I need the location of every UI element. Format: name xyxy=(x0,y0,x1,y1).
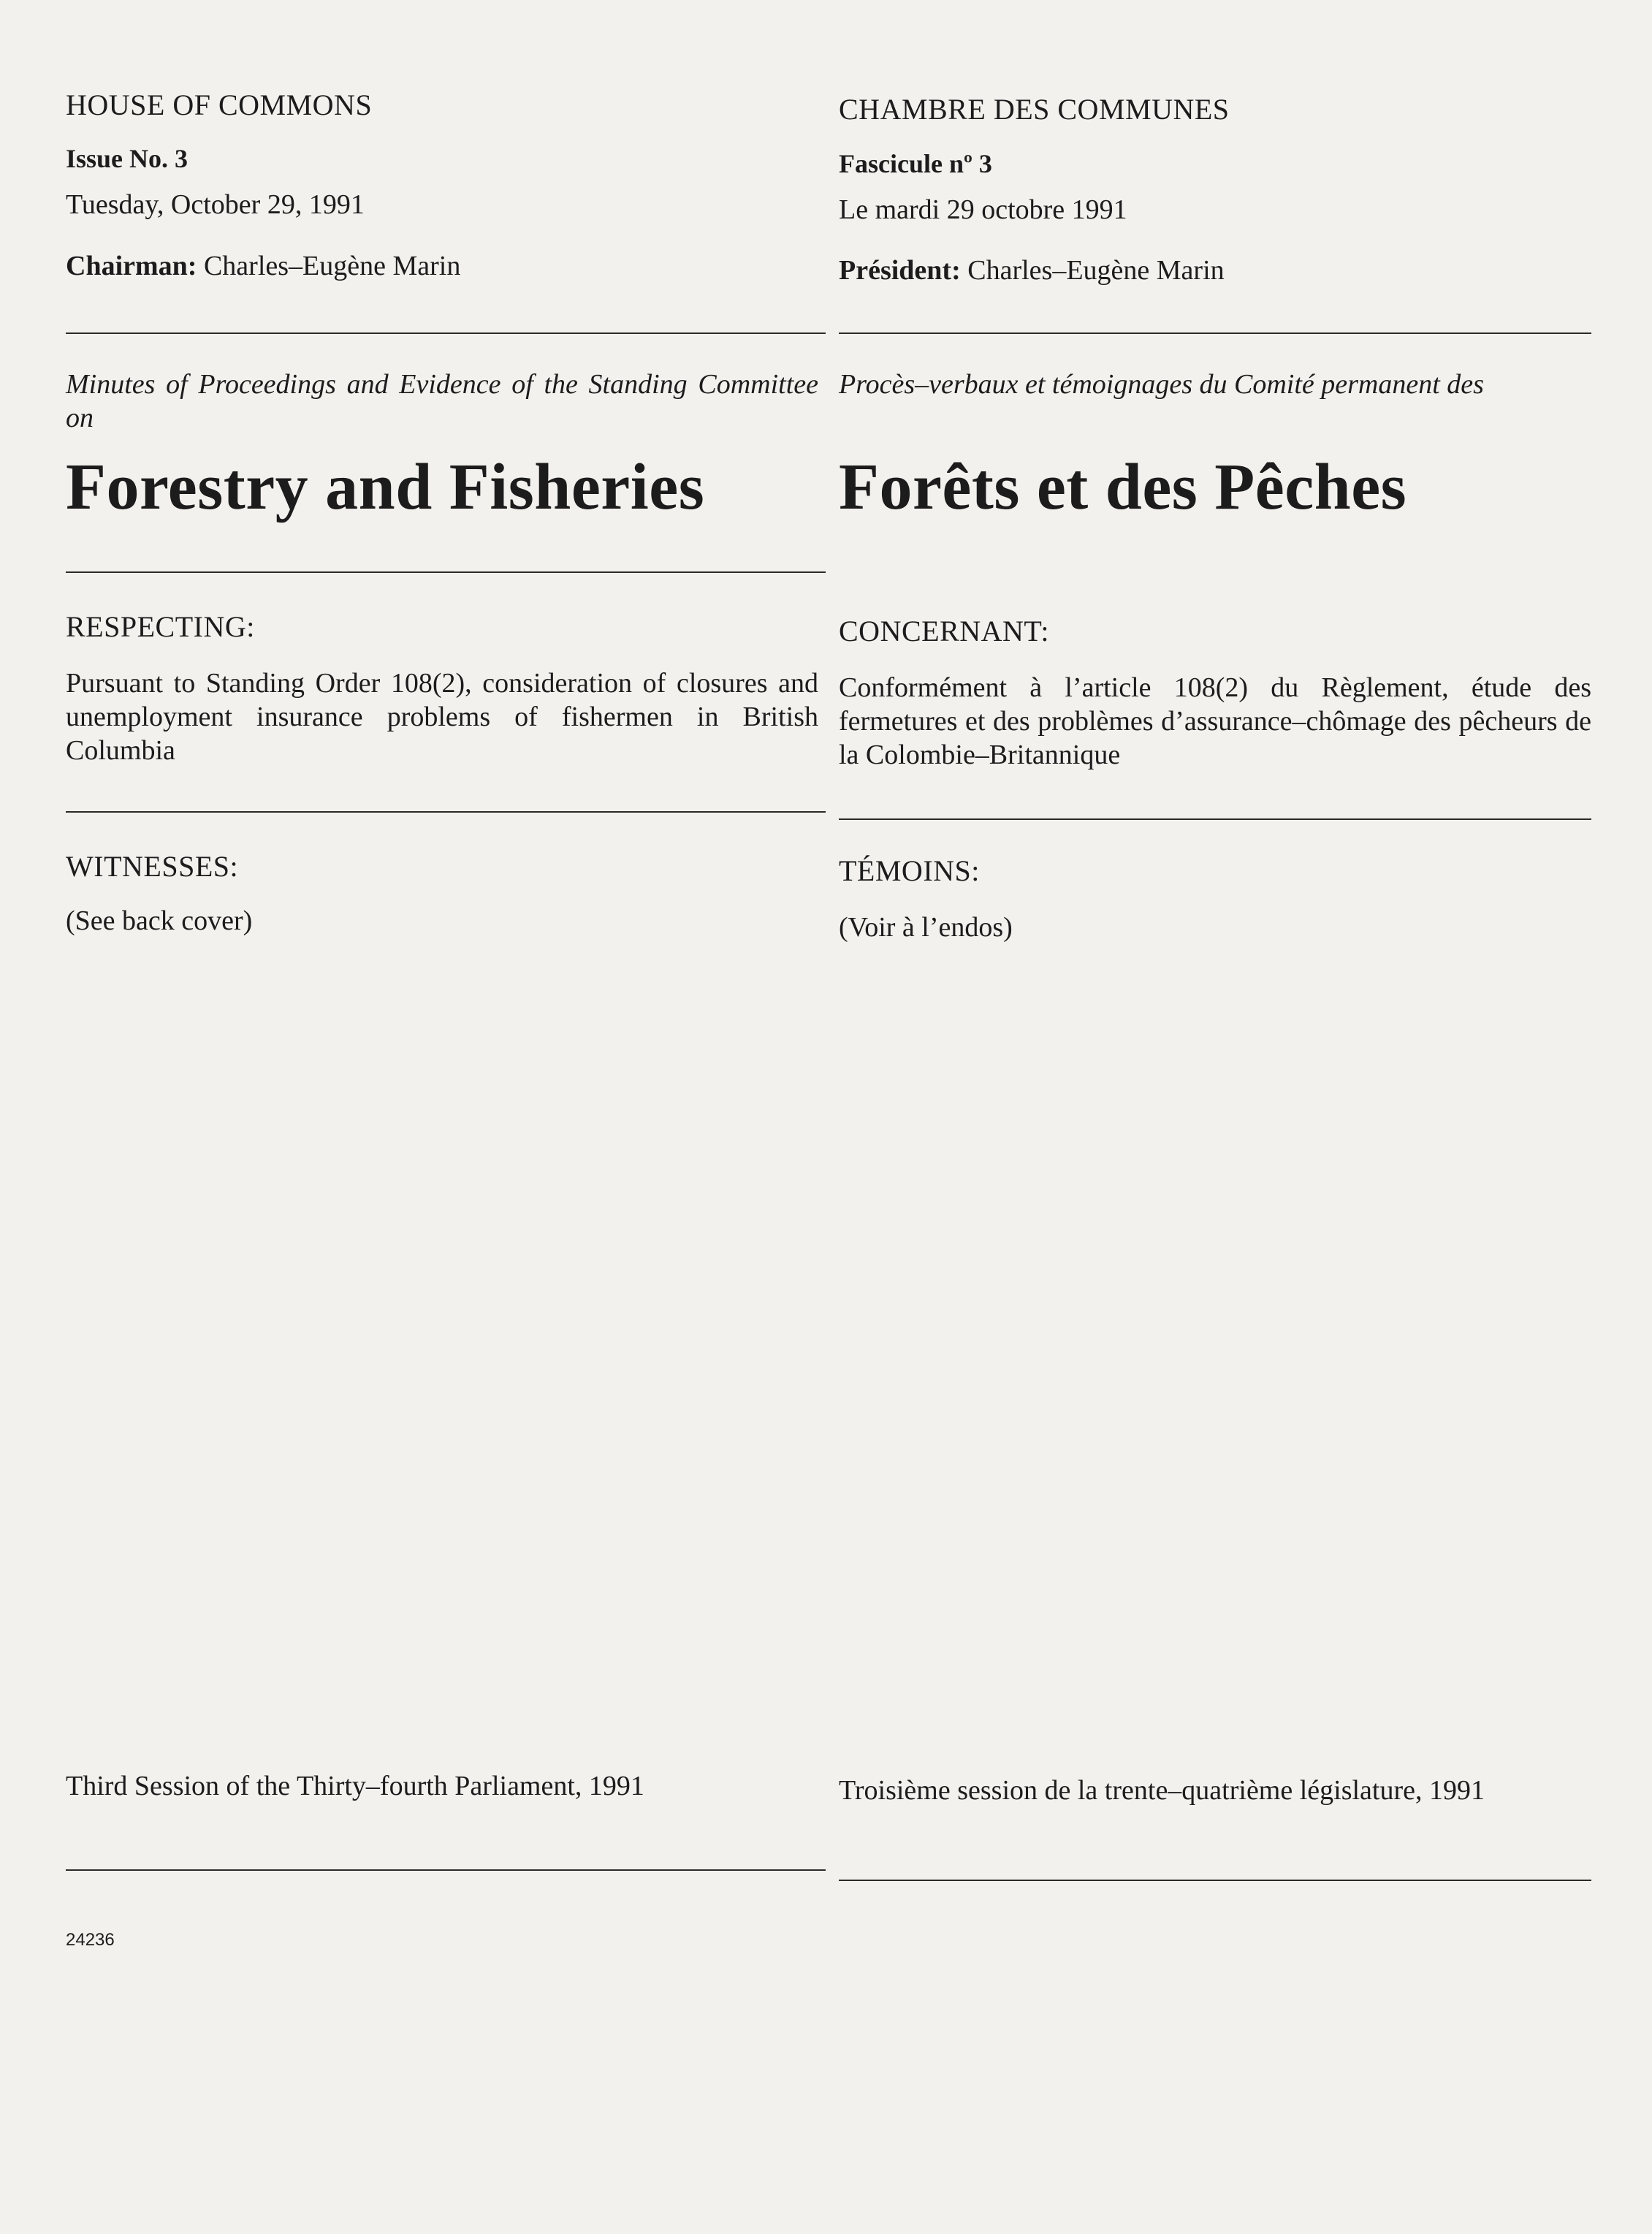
english-column xyxy=(66,0,818,2234)
fascicule-number: Fascicule nº 3 xyxy=(839,149,992,178)
president-name: Charles–Eugène Marin xyxy=(967,255,1225,286)
divider xyxy=(839,818,1591,820)
document-code: 24236 xyxy=(66,1930,115,1950)
concernant-label: CONCERNANT: xyxy=(839,615,1049,647)
witnesses-text: (See back cover) xyxy=(66,905,253,936)
issue-date: Tuesday, October 29, 1991 xyxy=(66,189,365,220)
house-of-commons-heading: HOUSE OF COMMONS xyxy=(66,88,373,121)
divider xyxy=(66,571,826,573)
temoins-text: (Voir à l’endos) xyxy=(839,912,1013,943)
session-line-fr: Troisième session de la trente–quatrième législature, 1991 xyxy=(839,1775,1485,1806)
issue-date-fr: Le mardi 29 octobre 1991 xyxy=(839,194,1127,225)
committee-title: Forestry and Fisheries xyxy=(66,451,705,523)
minutes-title: Minutes of Proceedings and Evidence of the Standing Committee on xyxy=(66,369,818,433)
issue-number: Issue No. 3 xyxy=(66,144,189,173)
president-line xyxy=(839,254,1591,286)
witnesses-label: WITNESSES: xyxy=(66,850,239,883)
chambre-des-communes-heading: CHAMBRE DES COMMUNES xyxy=(839,93,1230,126)
concernant-text: Conformément à l’article 108(2) du Règlement, étude des fermetures et des problèmes d’assurance–chômage des pêcheurs de la Colombie–Britannique xyxy=(839,672,1591,770)
french-column xyxy=(839,0,1591,2234)
proces-verbaux-title: Procès–verbaux et témoignages du Comité permanent des xyxy=(839,369,1484,400)
divider xyxy=(839,333,1591,334)
session-line: Third Session of the Thirty–fourth Parliament, 1991 xyxy=(66,1771,644,1801)
chairman-name: Charles–Eugène Marin xyxy=(203,251,461,281)
respecting-text: Pursuant to Standing Order 108(2), consideration of closures and unemployment insurance problems of fishermen in British Columbia xyxy=(66,668,818,766)
divider xyxy=(839,1880,1591,1881)
president-label: Président: xyxy=(839,255,961,286)
divider xyxy=(66,333,826,334)
divider xyxy=(66,811,826,813)
respecting-label: RESPECTING: xyxy=(66,610,255,643)
temoins-label: TÉMOINS: xyxy=(839,854,980,887)
comite-title: Forêts et des Pêches xyxy=(839,451,1407,523)
divider xyxy=(66,1869,826,1871)
chairman-label: Chairman: xyxy=(66,251,197,281)
chairman-line xyxy=(66,250,818,282)
